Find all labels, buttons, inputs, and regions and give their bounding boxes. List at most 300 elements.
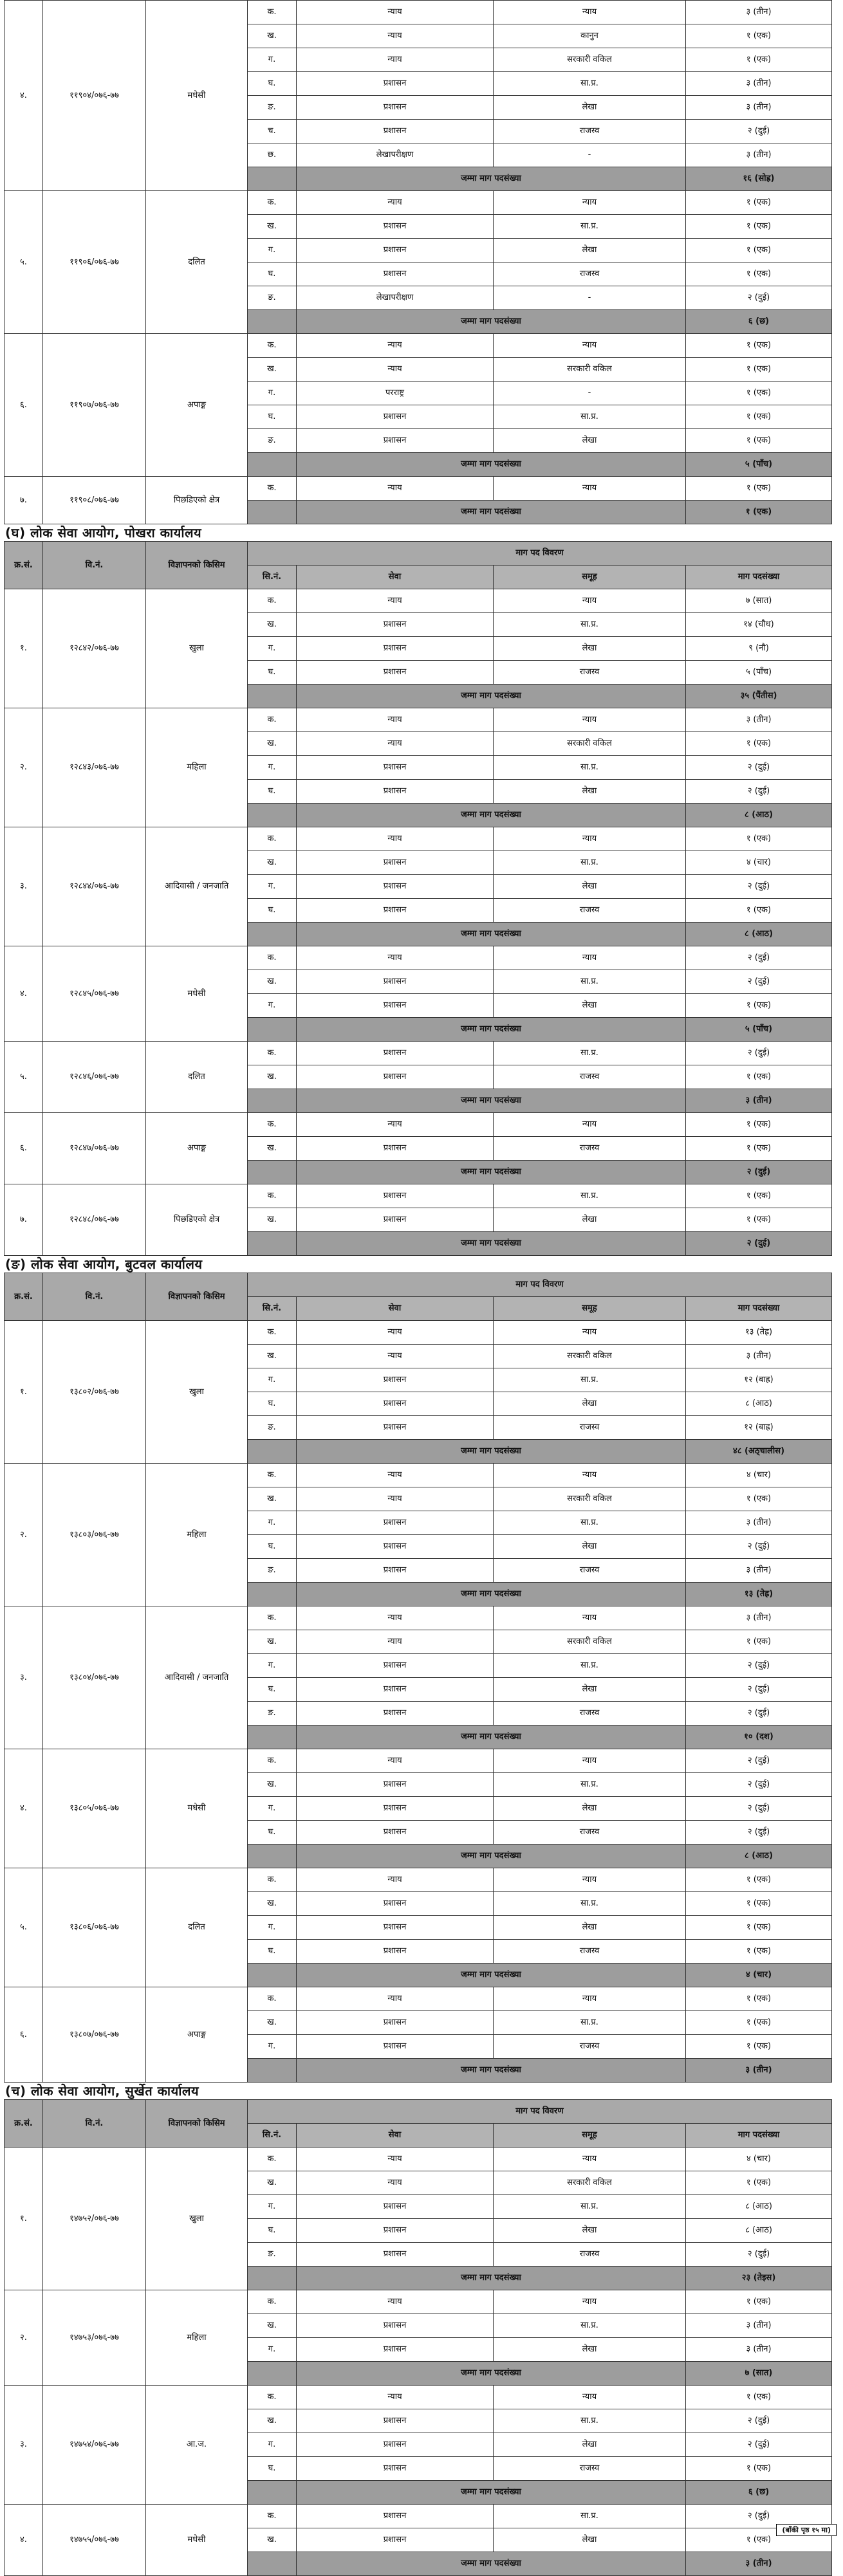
total-label: जम्मा माग पदसंख्या	[297, 167, 686, 191]
row-sn: ङ.	[248, 1702, 297, 1725]
row-count: ४ (चार)	[686, 1464, 832, 1487]
header-detail: माग पद विवरण	[248, 2100, 832, 2124]
total-label: जम्मा माग पदसंख्या	[297, 923, 686, 946]
row-sn: ख.	[248, 1137, 297, 1161]
row-group: लेखा	[494, 1535, 686, 1559]
total-count: ६ (छ)	[686, 310, 832, 334]
row-count: ३ (तीन)	[686, 72, 832, 96]
row-service: न्याय	[297, 1, 494, 24]
header-sub-sn: सि.नं.	[248, 1297, 297, 1321]
row-group: सा.प्र.	[494, 1773, 686, 1797]
total-label: जम्मा माग पदसंख्या	[297, 1232, 686, 1256]
advert-sn: ३.	[5, 827, 43, 946]
row-sn: क.	[248, 1606, 297, 1630]
row-service: प्रशासन	[297, 1137, 494, 1161]
row-service: न्याय	[297, 1345, 494, 1368]
total-label: जम्मा माग पदसंख्या	[297, 1964, 686, 1987]
total-blank	[248, 1161, 297, 1184]
row-group: राजस्व	[494, 1821, 686, 1845]
row-service: प्रशासन	[297, 1368, 494, 1392]
row-count: २ (दुई)	[686, 756, 832, 780]
row-group: न्याय	[494, 1987, 686, 2011]
advert-sn: ४.	[5, 1749, 43, 1868]
row-service: प्रशासन	[297, 1940, 494, 1964]
total-blank	[248, 1018, 297, 1042]
row-group: राजस्व	[494, 2035, 686, 2059]
row-group: लेखा	[494, 875, 686, 899]
row-count: २ (दुई)	[686, 1773, 832, 1797]
table-row	[5, 1868, 832, 1892]
advert-sn: ७.	[5, 1184, 43, 1256]
row-service: प्रशासन	[297, 2409, 494, 2433]
row-sn: क.	[248, 1868, 297, 1892]
row-service: न्याय	[297, 191, 494, 215]
table-row	[5, 1987, 832, 2011]
header-count: माग पदसंख्या	[686, 2124, 832, 2148]
row-service: प्रशासन	[297, 1042, 494, 1065]
total-count: २ (दुई)	[686, 1232, 832, 1256]
row-group: न्याय	[494, 589, 686, 613]
row-sn: च.	[248, 120, 297, 143]
row-count: १ (एक)	[686, 429, 832, 453]
row-count: २ (दुई)	[686, 1535, 832, 1559]
advert-sn: ६.	[5, 1987, 43, 2083]
row-sn: क.	[248, 1464, 297, 1487]
row-group: राजस्व	[494, 1065, 686, 1089]
total-label: जम्मा माग पदसंख्या	[297, 2059, 686, 2083]
row-sn: ग.	[248, 2195, 297, 2219]
row-sn: ग.	[248, 875, 297, 899]
row-group: सा.प्र.	[494, 756, 686, 780]
total-count: ४ (चार)	[686, 1964, 832, 1987]
total-label: जम्मा माग पदसंख्या	[297, 1583, 686, 1606]
row-count: १ (एक)	[686, 1065, 832, 1089]
row-service: प्रशासन	[297, 2011, 494, 2035]
total-count: ३ (तीन)	[686, 2552, 832, 2576]
total-label: जम्मा माग पदसंख्या	[297, 310, 686, 334]
row-sn: ख.	[248, 2409, 297, 2433]
row-group: सरकारी वकिल	[494, 1487, 686, 1511]
section-title: (घ) लोक सेवा आयोग, पोखरा कार्यालय	[5, 525, 202, 540]
table-row	[5, 191, 832, 215]
row-service: प्रशासन	[297, 1773, 494, 1797]
row-sn: घ.	[248, 661, 297, 685]
total-label: जम्मा माग पदसंख्या	[297, 2267, 686, 2290]
advert-sn: १.	[5, 589, 43, 708]
advert-type: दलित	[146, 1868, 248, 1987]
row-sn: ग.	[248, 1916, 297, 1940]
table-row	[5, 334, 832, 358]
advert-sn: ६.	[5, 1113, 43, 1184]
advert-type: पिछडिएको क्षेत्र	[146, 477, 248, 524]
row-sn: ख.	[248, 24, 297, 48]
row-sn: घ.	[248, 72, 297, 96]
row-sn: घ.	[248, 405, 297, 429]
header-type: विज्ञापनको किसिम	[146, 542, 248, 589]
total-label: जम्मा माग पदसंख्या	[297, 1440, 686, 1464]
total-count: १० (दश)	[686, 1725, 832, 1749]
total-label: जम्मा माग पदसंख्या	[297, 1725, 686, 1749]
row-group: सा.प्र.	[494, 405, 686, 429]
row-sn: क.	[248, 2290, 297, 2314]
row-count: १ (एक)	[686, 358, 832, 382]
advert-sn: ४.	[5, 2505, 43, 2576]
row-service: प्रशासन	[297, 970, 494, 994]
row-group: न्याय	[494, 2386, 686, 2409]
advert-sn: ४.	[5, 946, 43, 1042]
total-count: ७ (सात)	[686, 2362, 832, 2386]
advert-code: ११९०४/०७६-७७	[43, 1, 146, 191]
row-sn: क.	[248, 1, 297, 24]
row-count: १ (एक)	[686, 2290, 832, 2314]
row-group: राजस्व	[494, 1940, 686, 1964]
advert-code: १२८४५/०७६-७७	[43, 946, 146, 1042]
header-detail: माग पद विवरण	[248, 542, 832, 566]
header-sn: क्र.सं.	[5, 542, 43, 589]
row-service: प्रशासन	[297, 1654, 494, 1678]
advert-code: १३८०६/०७६-७७	[43, 1868, 146, 1987]
row-sn: ख.	[248, 2314, 297, 2338]
row-service: प्रशासन	[297, 1511, 494, 1535]
row-service: न्याय	[297, 24, 494, 48]
advert-code: १२८४८/०७६-७७	[43, 1184, 146, 1256]
row-sn: ग.	[248, 994, 297, 1018]
row-group: राजस्व	[494, 661, 686, 685]
row-count: १ (एक)	[686, 382, 832, 405]
row-count: १ (एक)	[686, 1184, 832, 1208]
row-sn: ख.	[248, 851, 297, 875]
advert-code: ११९०८/०७६-७७	[43, 477, 146, 524]
row-sn: घ.	[248, 262, 297, 286]
row-service: न्याय	[297, 946, 494, 970]
total-count: ५ (पाँच)	[686, 453, 832, 477]
total-label: जम्मा माग पदसंख्या	[297, 685, 686, 708]
advert-sn: ५.	[5, 191, 43, 334]
vacancy-table	[4, 2099, 832, 2576]
total-count: ३ (तीन)	[686, 2059, 832, 2083]
row-sn: ङ.	[248, 2243, 297, 2267]
row-service: प्रशासन	[297, 2505, 494, 2528]
row-service: न्याय	[297, 1630, 494, 1654]
advert-type: मधेसी	[146, 1, 248, 191]
row-service: लेखापरीक्षण	[297, 143, 494, 167]
row-group: राजस्व	[494, 1559, 686, 1583]
row-count: १ (एक)	[686, 2011, 832, 2035]
header-code: वि.नं.	[43, 542, 146, 589]
row-group: सा.प्र.	[494, 215, 686, 239]
row-group: लेखा	[494, 780, 686, 804]
row-sn: ग.	[248, 1654, 297, 1678]
row-service: प्रशासन	[297, 994, 494, 1018]
row-count: १ (एक)	[686, 1916, 832, 1940]
row-service: प्रशासन	[297, 780, 494, 804]
advert-sn: ६.	[5, 334, 43, 477]
total-blank	[248, 501, 297, 524]
advert-code: १२८४७/०७६-७७	[43, 1113, 146, 1184]
row-count: १ (एक)	[686, 1208, 832, 1232]
row-service: न्याय	[297, 1606, 494, 1630]
row-service: न्याय	[297, 1749, 494, 1773]
row-count: १ (एक)	[686, 477, 832, 501]
advert-type: आदिवासी / जनजाति	[146, 827, 248, 946]
row-count: १ (एक)	[686, 2171, 832, 2195]
row-count: १२ (बाह्र)	[686, 1416, 832, 1440]
advert-code: १३८०३/०७६-७७	[43, 1464, 146, 1606]
row-sn: ख.	[248, 1345, 297, 1368]
row-count: १ (एक)	[686, 1630, 832, 1654]
row-group: राजस्व	[494, 1416, 686, 1440]
row-service: न्याय	[297, 708, 494, 732]
row-count: १ (एक)	[686, 191, 832, 215]
advert-code: १२८४२/०७६-७७	[43, 589, 146, 708]
row-service: प्रशासन	[297, 2195, 494, 2219]
advert-sn: ४.	[5, 1, 43, 191]
row-service: प्रशासन	[297, 637, 494, 661]
row-group: सरकारी वकिल	[494, 2171, 686, 2195]
advert-code: ११९०६/०७६-७७	[43, 191, 146, 334]
row-count: १ (एक)	[686, 1868, 832, 1892]
advert-code: १२८४६/०७६-७७	[43, 1042, 146, 1113]
row-sn: ख.	[248, 1630, 297, 1654]
row-count: १ (एक)	[686, 1892, 832, 1916]
row-service: न्याय	[297, 2386, 494, 2409]
row-count: ३ (तीन)	[686, 1511, 832, 1535]
row-count: १४ (चौध)	[686, 613, 832, 637]
row-count: २ (दुई)	[686, 1797, 832, 1821]
row-group: सा.प्र.	[494, 2314, 686, 2338]
row-sn: ग.	[248, 382, 297, 405]
row-group: सा.प्र.	[494, 72, 686, 96]
total-blank	[248, 2362, 297, 2386]
advert-code: १३८०२/०७६-७७	[43, 1321, 146, 1464]
row-group: राजस्व	[494, 120, 686, 143]
total-blank	[248, 2481, 297, 2505]
advert-type: आ.ज.	[146, 2386, 248, 2505]
row-sn: घ.	[248, 1940, 297, 1964]
total-blank	[248, 1964, 297, 1987]
total-label: जम्मा माग पदसंख्या	[297, 1845, 686, 1868]
total-count: ६ (छ)	[686, 2481, 832, 2505]
vacancy-table	[4, 1273, 832, 2083]
row-count: २ (दुई)	[686, 1702, 832, 1725]
row-group: न्याय	[494, 708, 686, 732]
row-count: २ (दुई)	[686, 1654, 832, 1678]
row-service: न्याय	[297, 1987, 494, 2011]
row-group: सा.प्र.	[494, 1368, 686, 1392]
total-count: ५ (पाँच)	[686, 1018, 832, 1042]
advert-type: महिला	[146, 2290, 248, 2386]
row-count: ८ (आठ)	[686, 2195, 832, 2219]
row-service: न्याय	[297, 1113, 494, 1137]
row-group: राजस्व	[494, 262, 686, 286]
row-group: सा.प्र.	[494, 613, 686, 637]
advert-sn: ७.	[5, 477, 43, 524]
row-group: लेखा	[494, 2219, 686, 2243]
row-count: ८ (आठ)	[686, 1392, 832, 1416]
row-sn: ग.	[248, 1797, 297, 1821]
row-service: प्रशासन	[297, 1892, 494, 1916]
total-blank	[248, 167, 297, 191]
advert-code: १२८४३/०७६-७७	[43, 708, 146, 827]
row-sn: ग.	[248, 2035, 297, 2059]
total-blank	[248, 453, 297, 477]
table-row	[5, 2505, 832, 2528]
advert-code: १४७५२/०७६-७७	[43, 2148, 146, 2290]
table-row	[5, 1749, 832, 1773]
advert-code: १४७५५/०७६-७७	[43, 2505, 146, 2576]
row-sn: ख.	[248, 1208, 297, 1232]
row-group: सा.प्र.	[494, 2505, 686, 2528]
row-count: २ (दुई)	[686, 1749, 832, 1773]
total-blank	[248, 685, 297, 708]
row-count: १ (एक)	[686, 405, 832, 429]
row-group: लेखा	[494, 2528, 686, 2552]
row-count: २ (दुई)	[686, 875, 832, 899]
row-group: लेखा	[494, 1678, 686, 1702]
row-count: १ (एक)	[686, 215, 832, 239]
row-sn: ख.	[248, 732, 297, 756]
row-sn: क.	[248, 946, 297, 970]
row-group: लेखा	[494, 239, 686, 262]
table-header-row	[5, 542, 832, 566]
row-count: १२ (बाह्र)	[686, 1368, 832, 1392]
advert-code: १३८०४/०७६-७७	[43, 1606, 146, 1749]
header-type: विज्ञापनको किसिम	[146, 2100, 248, 2148]
advert-type: खुला	[146, 589, 248, 708]
total-blank	[248, 1583, 297, 1606]
row-count: ७ (सात)	[686, 589, 832, 613]
row-sn: ख.	[248, 2011, 297, 2035]
total-blank	[248, 310, 297, 334]
row-group: न्याय	[494, 1321, 686, 1345]
row-sn: ख.	[248, 1773, 297, 1797]
row-count: २ (दुई)	[686, 1042, 832, 1065]
row-group: सरकारी वकिल	[494, 1630, 686, 1654]
row-sn: क.	[248, 1113, 297, 1137]
row-service: प्रशासन	[297, 1797, 494, 1821]
total-blank	[248, 1725, 297, 1749]
row-group: लेखा	[494, 637, 686, 661]
row-group: सा.प्र.	[494, 851, 686, 875]
row-sn: क.	[248, 1184, 297, 1208]
advert-type: अपाङ्ग	[146, 1987, 248, 2083]
row-service: न्याय	[297, 1487, 494, 1511]
advert-code: १३८०७/०७६-७७	[43, 1987, 146, 2083]
table-row	[5, 1042, 832, 1065]
table-row	[5, 827, 832, 851]
advert-type: महिला	[146, 708, 248, 827]
row-group: सा.प्र.	[494, 970, 686, 994]
total-count: ८ (आठ)	[686, 804, 832, 827]
row-group: लेखा	[494, 96, 686, 120]
row-count: १ (एक)	[686, 334, 832, 358]
row-sn: ख.	[248, 2171, 297, 2195]
row-service: प्रशासन	[297, 2433, 494, 2457]
row-service: प्रशासन	[297, 1821, 494, 1845]
row-count: ८ (आठ)	[686, 2219, 832, 2243]
row-group: लेखा	[494, 1208, 686, 1232]
row-count: ९ (नौ)	[686, 637, 832, 661]
row-sn: क.	[248, 1749, 297, 1773]
section-title: (च) लोक सेवा आयोग, सुर्खेत कार्यालय	[5, 2083, 199, 2099]
table-row	[5, 1321, 832, 1345]
row-sn: ख.	[248, 1892, 297, 1916]
table-row	[5, 1184, 832, 1208]
row-service: प्रशासन	[297, 613, 494, 637]
row-count: ५ (पाँच)	[686, 661, 832, 685]
row-service: प्रशासन	[297, 405, 494, 429]
row-sn: घ.	[248, 1535, 297, 1559]
row-service: न्याय	[297, 2148, 494, 2171]
row-service: प्रशासन	[297, 1678, 494, 1702]
row-group: लेखा	[494, 1797, 686, 1821]
row-group: राजस्व	[494, 2457, 686, 2481]
row-count: ४ (चार)	[686, 2148, 832, 2171]
row-count: १ (एक)	[686, 732, 832, 756]
advert-sn: १.	[5, 1321, 43, 1464]
row-service: प्रशासन	[297, 1559, 494, 1583]
advert-code: १२८४४/०७६-७७	[43, 827, 146, 946]
row-group: -	[494, 286, 686, 310]
total-count: १६ (सोह्र)	[686, 167, 832, 191]
row-count: १ (एक)	[686, 262, 832, 286]
row-sn: ख.	[248, 358, 297, 382]
row-sn: क.	[248, 708, 297, 732]
header-code: वि.नं.	[43, 1273, 146, 1321]
total-count: १ (एक)	[686, 501, 832, 524]
table-header-row	[5, 1273, 832, 1297]
row-service: प्रशासन	[297, 1416, 494, 1440]
row-group: सरकारी वकिल	[494, 358, 686, 382]
row-group: न्याय	[494, 1868, 686, 1892]
table-row	[5, 2290, 832, 2314]
row-sn: क.	[248, 589, 297, 613]
row-group: राजस्व	[494, 2243, 686, 2267]
row-group: न्याय	[494, 1113, 686, 1137]
table-header-row	[5, 2100, 832, 2124]
row-group: सरकारी वकिल	[494, 1345, 686, 1368]
table-row	[5, 2386, 832, 2409]
total-count: ४८ (अठ्चालीस)	[686, 1440, 832, 1464]
row-sn: ख.	[248, 970, 297, 994]
row-service: प्रशासन	[297, 1065, 494, 1089]
header-service: सेवा	[297, 2124, 494, 2148]
row-group: न्याय	[494, 1749, 686, 1773]
row-service: न्याय	[297, 334, 494, 358]
row-service: प्रशासन	[297, 756, 494, 780]
total-blank	[248, 923, 297, 946]
row-service: प्रशासन	[297, 2035, 494, 2059]
row-service: न्याय	[297, 2171, 494, 2195]
total-label: जम्मा माग पदसंख्या	[297, 2362, 686, 2386]
table-row	[5, 1464, 832, 1487]
total-blank	[248, 1845, 297, 1868]
row-sn: ग.	[248, 756, 297, 780]
total-blank	[248, 804, 297, 827]
row-service: प्रशासन	[297, 851, 494, 875]
row-sn: ग.	[248, 239, 297, 262]
row-service: प्रशासन	[297, 2243, 494, 2267]
row-count: २ (दुई)	[686, 970, 832, 994]
row-group: लेखा	[494, 2338, 686, 2362]
total-count: ३ (तीन)	[686, 1089, 832, 1113]
row-sn: ख.	[248, 2528, 297, 2552]
header-group: समूह	[494, 566, 686, 589]
total-label: जम्मा माग पदसंख्या	[297, 2552, 686, 2576]
advert-sn: १.	[5, 2148, 43, 2290]
header-code: वि.नं.	[43, 2100, 146, 2148]
row-service: प्रशासन	[297, 262, 494, 286]
